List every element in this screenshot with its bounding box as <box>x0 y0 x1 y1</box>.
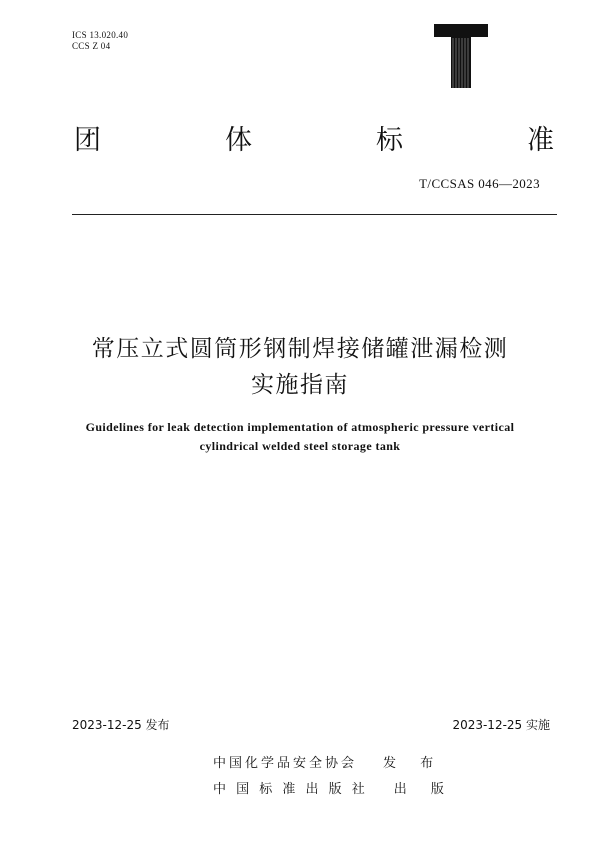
publisher-row <box>213 778 454 797</box>
publisher-name: 中 国 标 准 出 版 社 <box>213 782 368 797</box>
publisher-row <box>213 752 443 771</box>
publisher-name: 中国化学品安全协会 <box>213 756 358 771</box>
standard-type-char: 标 <box>376 125 403 156</box>
header-divider <box>72 214 557 215</box>
issue-date: 2023-12-25 发布 <box>72 718 170 732</box>
publisher-role: 出 版 <box>393 782 454 797</box>
standard-type-heading <box>74 118 554 158</box>
standard-type-char: 体 <box>225 125 252 156</box>
title-en-line1: Guidelines for leak detection implementation of atmospheric pressure vertical <box>85 420 515 434</box>
title-cn-line2: 实施指南 <box>251 372 349 398</box>
title-en-line2: cylindrical welded steel storage tank <box>199 439 401 453</box>
publisher-role: 发 布 <box>383 756 444 771</box>
implementation-date: 2023-12-25 实施 <box>452 718 550 732</box>
ics-code: ICS 13.020.40 <box>72 30 129 40</box>
standard-type-char: 准 <box>527 125 554 156</box>
classification-codes <box>72 30 128 52</box>
ccs-code: CCS Z 04 <box>72 41 111 51</box>
title-cn-line1: 常压立式圆筒形钢制焊接储罐泄漏检测 <box>91 336 509 362</box>
standard-type-char: 团 <box>74 125 101 156</box>
standard-t-logo-icon <box>434 24 488 88</box>
standard-number: T/CCSAS 046—2023 <box>419 176 540 191</box>
